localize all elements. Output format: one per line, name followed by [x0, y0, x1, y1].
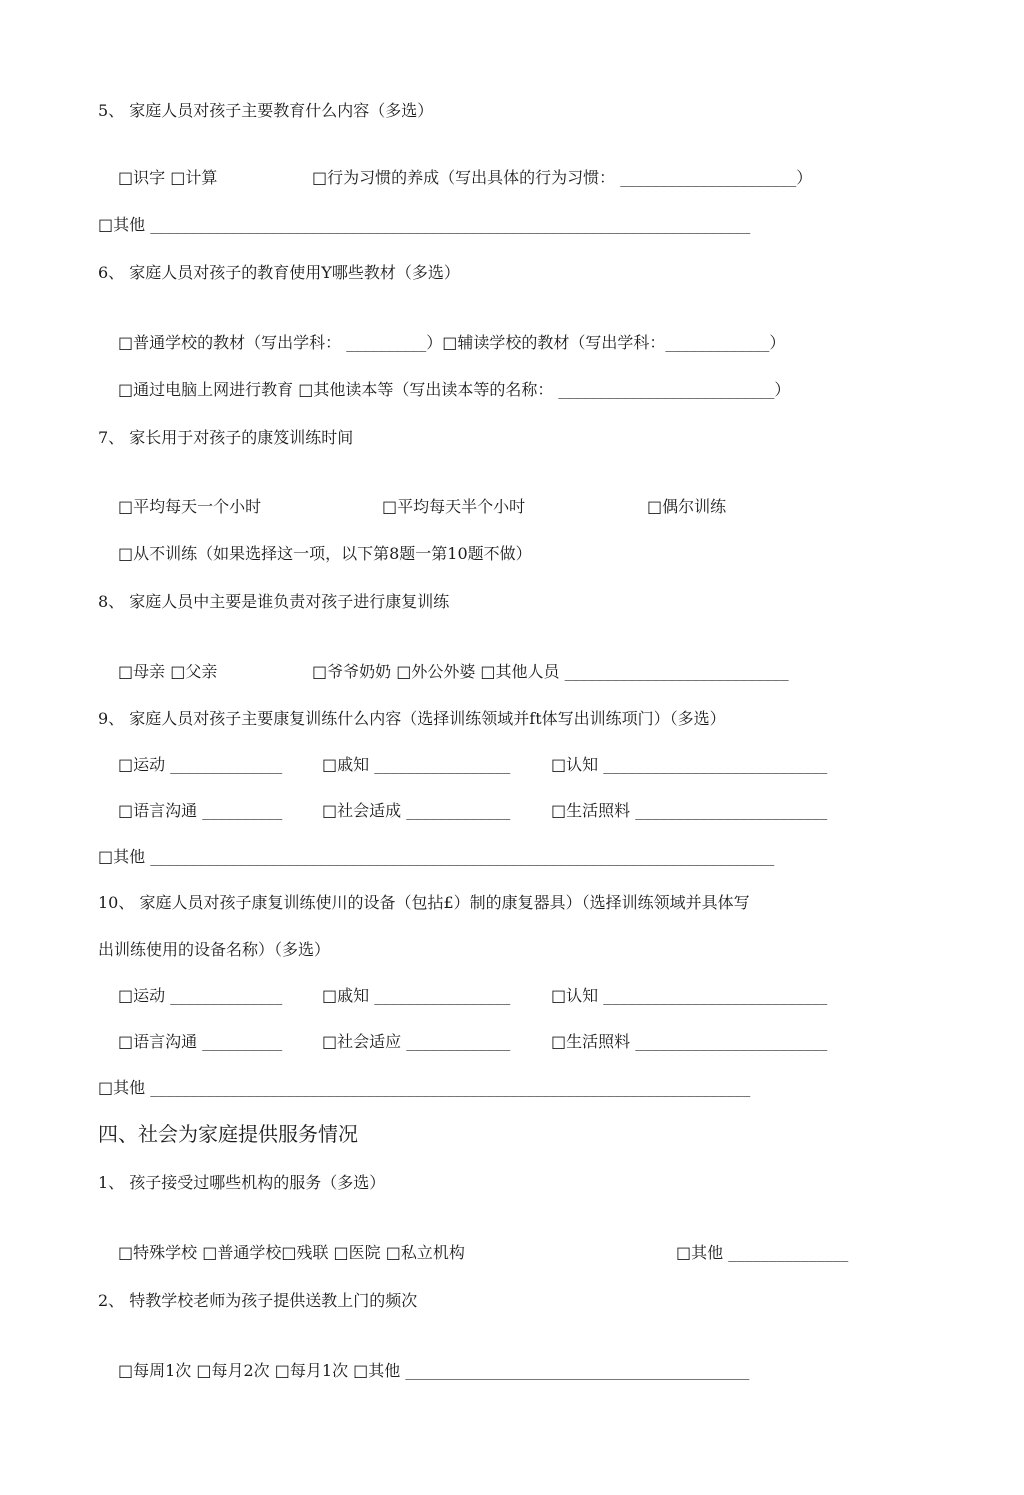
section-4-heading: 四、社会为家庭提供服务情况: [98, 1122, 358, 1146]
q6-option-online-other[interactable]: □通过电脑上网进行教育 □其他读本等（写出读本等的名称： ___________________________）: [118, 380, 791, 399]
q7-title: 7、 家长用于对孩子的康笈训练时间: [98, 428, 354, 447]
q9-title: 9、 家庭人员对孩子主要康复训练什么内容（选择训练领域并ft体写出训练项门）（多选）: [98, 709, 726, 728]
q5-option-literacy-calc[interactable]: □识字 □计算: [118, 168, 218, 187]
q10-option-motor[interactable]: □运动 ______________: [118, 986, 283, 1005]
q9-option-daily-care[interactable]: □生活照料 ________________________: [551, 801, 828, 820]
q5-option-behavior[interactable]: □行为习惯的养成（写出具体的行为习惯： ______________________）: [312, 168, 813, 187]
q10-option-daily-care[interactable]: □生活照料 ________________________: [551, 1032, 828, 1051]
q7-option-half-hour[interactable]: □平均每天半个小吋: [382, 497, 526, 516]
q10-option-cognition[interactable]: □认知 ____________________________: [551, 986, 828, 1005]
q9-option-social[interactable]: □社会适成 _____________: [322, 801, 511, 820]
q6-option-textbooks[interactable]: □普通学校的教材（写出学科： __________）□辅读学校的教材（写出学科：_____________）: [118, 333, 786, 352]
s4-q2-title: 2、 特教学校老师为孩子提供送教上门的频次: [98, 1291, 418, 1310]
q9-option-perception[interactable]: □戚知 _________________: [322, 755, 511, 774]
q5-title: 5、 家庭人员对孩子主要教育什么内容（多选）: [98, 101, 434, 120]
q10-option-other[interactable]: □其他 ___________________________________________________________________________: [98, 1078, 751, 1097]
q7-option-never[interactable]: □从不训练（如果选择这一项，以下第8题一第10题不做）: [118, 544, 532, 563]
q10-option-perception[interactable]: □戚知 _________________: [322, 986, 511, 1005]
q9-option-other[interactable]: □其他 ______________________________________________________________________________: [98, 847, 775, 866]
s4-q2-options[interactable]: □每周1次 □每月2次 □每月1次 □其他 ___________________________________________: [118, 1361, 750, 1380]
q6-title: 6、 家庭人员对孩子的教育使用Y哪些教材（多选）: [98, 263, 460, 282]
q9-option-cognition[interactable]: □认知 ____________________________: [551, 755, 828, 774]
q8-title: 8、 家庭人员中主要是谁负责对孩子进行康复训练: [98, 592, 450, 611]
q10-option-language[interactable]: □语言沟通 __________: [118, 1032, 283, 1051]
s4-q1-title: 1、 孩子接受过哪些机构的服务（多选）: [98, 1173, 386, 1192]
q8-option-grandparents-other[interactable]: □爷爷奶奶 □外公外婆 □其他人员 ____________________________: [312, 662, 789, 681]
q9-option-motor[interactable]: □运动 ______________: [118, 755, 283, 774]
q9-option-language[interactable]: □语言沟通 __________: [118, 801, 283, 820]
q10-option-social[interactable]: □社会适应 _____________: [322, 1032, 511, 1051]
q7-option-occasional[interactable]: □偶尔训练: [647, 497, 727, 516]
s4-q1-options[interactable]: □特殊学校 □普通学校□残联 □医院 □私立机构: [118, 1243, 465, 1262]
s4-q1-option-other[interactable]: □其他 _______________: [676, 1243, 849, 1262]
q10-title-line2: 出训练使用的设备名称）（多选）: [98, 940, 331, 959]
q10-title-line1: 10、 家庭人员对孩子康复训练使川的设备（包拈£）制的康复器具）（选择训练领域并具体写: [98, 893, 750, 912]
q8-option-parents[interactable]: □母亲 □父亲: [118, 662, 218, 681]
q5-option-other[interactable]: □其他 ___________________________________________________________________________: [98, 215, 751, 234]
q7-option-hour[interactable]: □平均每天一个小时: [118, 497, 262, 516]
